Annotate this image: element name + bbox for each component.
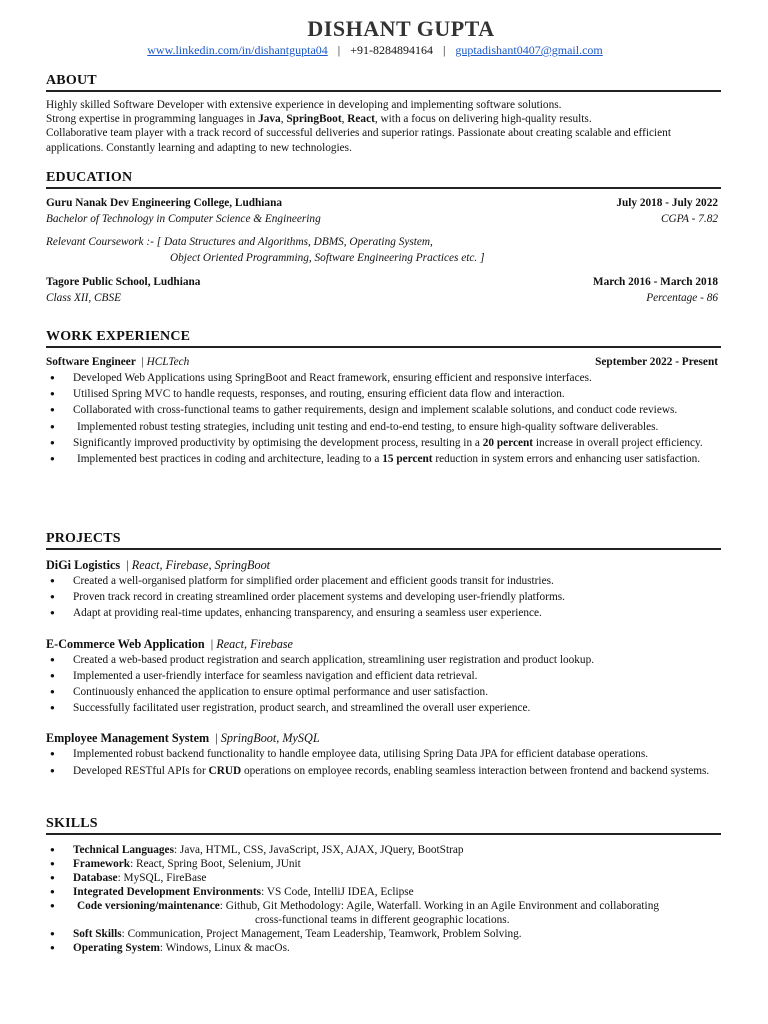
list-item: ● Implemented best practices in coding and architecture, leading to a 15 percent reduction in system errors and enhancing user satisfaction.: [46, 451, 721, 467]
school-name: Tagore Public School, Ludhiana: [46, 276, 201, 288]
degree: Class XII, CBSE: [46, 292, 121, 304]
separator: |: [442, 43, 446, 57]
project-title: DiGi Logistics | React, Firebase, SpringBoot: [46, 558, 271, 572]
project-bullets: [46, 652, 754, 717]
job-bullets: [46, 370, 721, 467]
section-title-skills: SKILLS: [46, 816, 721, 835]
work-experience-section: [46, 329, 721, 467]
list-item: ● Developed Web Applications using SpringBoot and React framework, ensuring efficient and responsive interfaces.: [46, 370, 721, 386]
list-item: ● Adapt at providing real-time updates, enhancing transparency, and ensuring a seamless user experience.: [46, 605, 754, 621]
about-text: [46, 98, 721, 155]
education-entry-sub: [46, 211, 721, 227]
skills-list: [46, 843, 721, 955]
company-name: HCLTech: [146, 356, 190, 368]
contact-line: [0, 43, 750, 57]
skill-item: ● Database: MySQL, FireBase: [46, 871, 721, 885]
about-line: Highly skilled Software Developer with extensive experience in developing and implementing software solutions.: [46, 99, 562, 111]
education-entry-header: [46, 274, 721, 290]
about-line: Strong expertise in programming languages in Java, SpringBoot, React, with a focus on delivering high-quality results.: [46, 113, 592, 126]
skill-item: ● Code versioning/maintenance: Github, Git Methodology: Agile, Waterfall. Working in an Agile Environment and collaborating cross-functional teams in different geographic locations.: [46, 899, 721, 927]
skill-item: ● Technical Languages: Java, HTML, CSS, JavaScript, JSX, AJAX, JQuery, BootStrap: [46, 843, 721, 857]
job-dates: September 2022 - Present: [595, 356, 718, 368]
job-header: Software Engineer | HCLTech September 2022 - Present: [46, 356, 718, 368]
candidate-name: DISHANT GUPTA: [307, 16, 495, 41]
about-line: Collaborative team player with a track record of successful deliveries and superior ratings. Passionate about creating scalable and efficient applications. Constantly learning and adapting to new technologies.: [46, 127, 671, 154]
section-title-education: EDUCATION: [46, 170, 721, 189]
education-entry-header: [46, 195, 721, 211]
project-bullets: [46, 573, 754, 622]
projects-section: [46, 531, 754, 779]
score: CGPA - 7.82: [660, 213, 718, 225]
education-dates: March 2016 - March 2018: [592, 276, 718, 288]
list-item: ● Developed RESTful APIs for CRUD operations on employee records, enabling seamless interaction between frontend and backend systems.: [46, 763, 754, 779]
about-section: [46, 73, 721, 155]
list-item: ● Created a well-organised platform for simplified order placement and efficient goods transit for industries.: [46, 573, 754, 589]
separator: |: [337, 43, 341, 57]
skill-item: ● Operating System: Windows, Linux & macOs.: [46, 941, 721, 955]
score: Percentage - 86: [646, 292, 718, 304]
list-item: ● Significantly improved productivity by optimising the development process, resulting in a 20 percent increase in overall project efficiency.: [46, 435, 721, 451]
phone-number: +91-8284894164: [350, 43, 433, 57]
list-item: ● Continuously enhanced the application to ensure optimal performance and user satisfaction.: [46, 684, 754, 700]
school-name: Guru Nanak Dev Engineering College, Ludhiana: [46, 197, 283, 209]
list-item: ● Implemented robust backend functionality to handle employee data, utilising Spring Data JPA for efficient database operations.: [46, 746, 754, 762]
list-item: ● Implemented robust testing strategies, including unit testing and end-to-end testing, to ensure high-quality software deliverables.: [46, 419, 721, 435]
education-entry-sub: [46, 290, 721, 306]
section-title-projects: PROJECTS: [46, 531, 721, 550]
skill-item: ● Soft Skills: Communication, Project Management, Team Leadership, Teamwork, Problem Solving.: [46, 927, 721, 941]
degree: Bachelor of Technology in Computer Science & Engineering: [46, 213, 321, 225]
skills-section: [46, 816, 721, 955]
project-title: E-Commerce Web Application | React, Firebase: [46, 636, 293, 651]
linkedin-link[interactable]: www.linkedin.com/in/dishantgupta04: [147, 43, 328, 57]
job-role: Software Engineer: [46, 356, 136, 368]
list-item: ● Implemented a user-friendly interface for seamless navigation and efficient data retrieval.: [46, 668, 754, 684]
section-title-about: ABOUT: [46, 73, 721, 92]
section-title-work: WORK EXPERIENCE: [46, 329, 721, 348]
skill-item: ● Integrated Development Environments: VS Code, IntelliJ IDEA, Eclipse: [46, 885, 721, 899]
project-bullets: [46, 746, 754, 778]
list-item: ● Successfully facilitated user registration, product search, and streamlined the overall user experience.: [46, 700, 754, 716]
education-section: [46, 170, 721, 306]
coursework: Relevant Coursework :- [ Data Structures and Algorithms, DBMS, Operating System, Object Oriented Programming, Software Engineering Practices etc. ]: [46, 236, 485, 264]
list-item: ● Created a web-based product registration and search application, streamlining user registration and product lookup.: [46, 652, 754, 668]
list-item: ● Utilised Spring MVC to handle requests, responses, and routing, ensuring efficient data flow and interaction.: [46, 386, 721, 402]
project-title: Employee Management System | SpringBoot, MySQL: [46, 731, 320, 746]
list-item: ● Collaborated with cross-functional teams to gather requirements, design and implement scalable solutions, and conduct code reviews.: [46, 402, 721, 418]
list-item: ● Proven track record in creating streamlined order placement systems and developing user-friendly platforms.: [46, 589, 754, 605]
education-dates: July 2018 - July 2022: [616, 197, 718, 209]
skill-item: ● Framework: React, Spring Boot, Selenium, JUnit: [46, 857, 721, 871]
email-link[interactable]: guptadishant0407@gmail.com: [455, 43, 603, 57]
